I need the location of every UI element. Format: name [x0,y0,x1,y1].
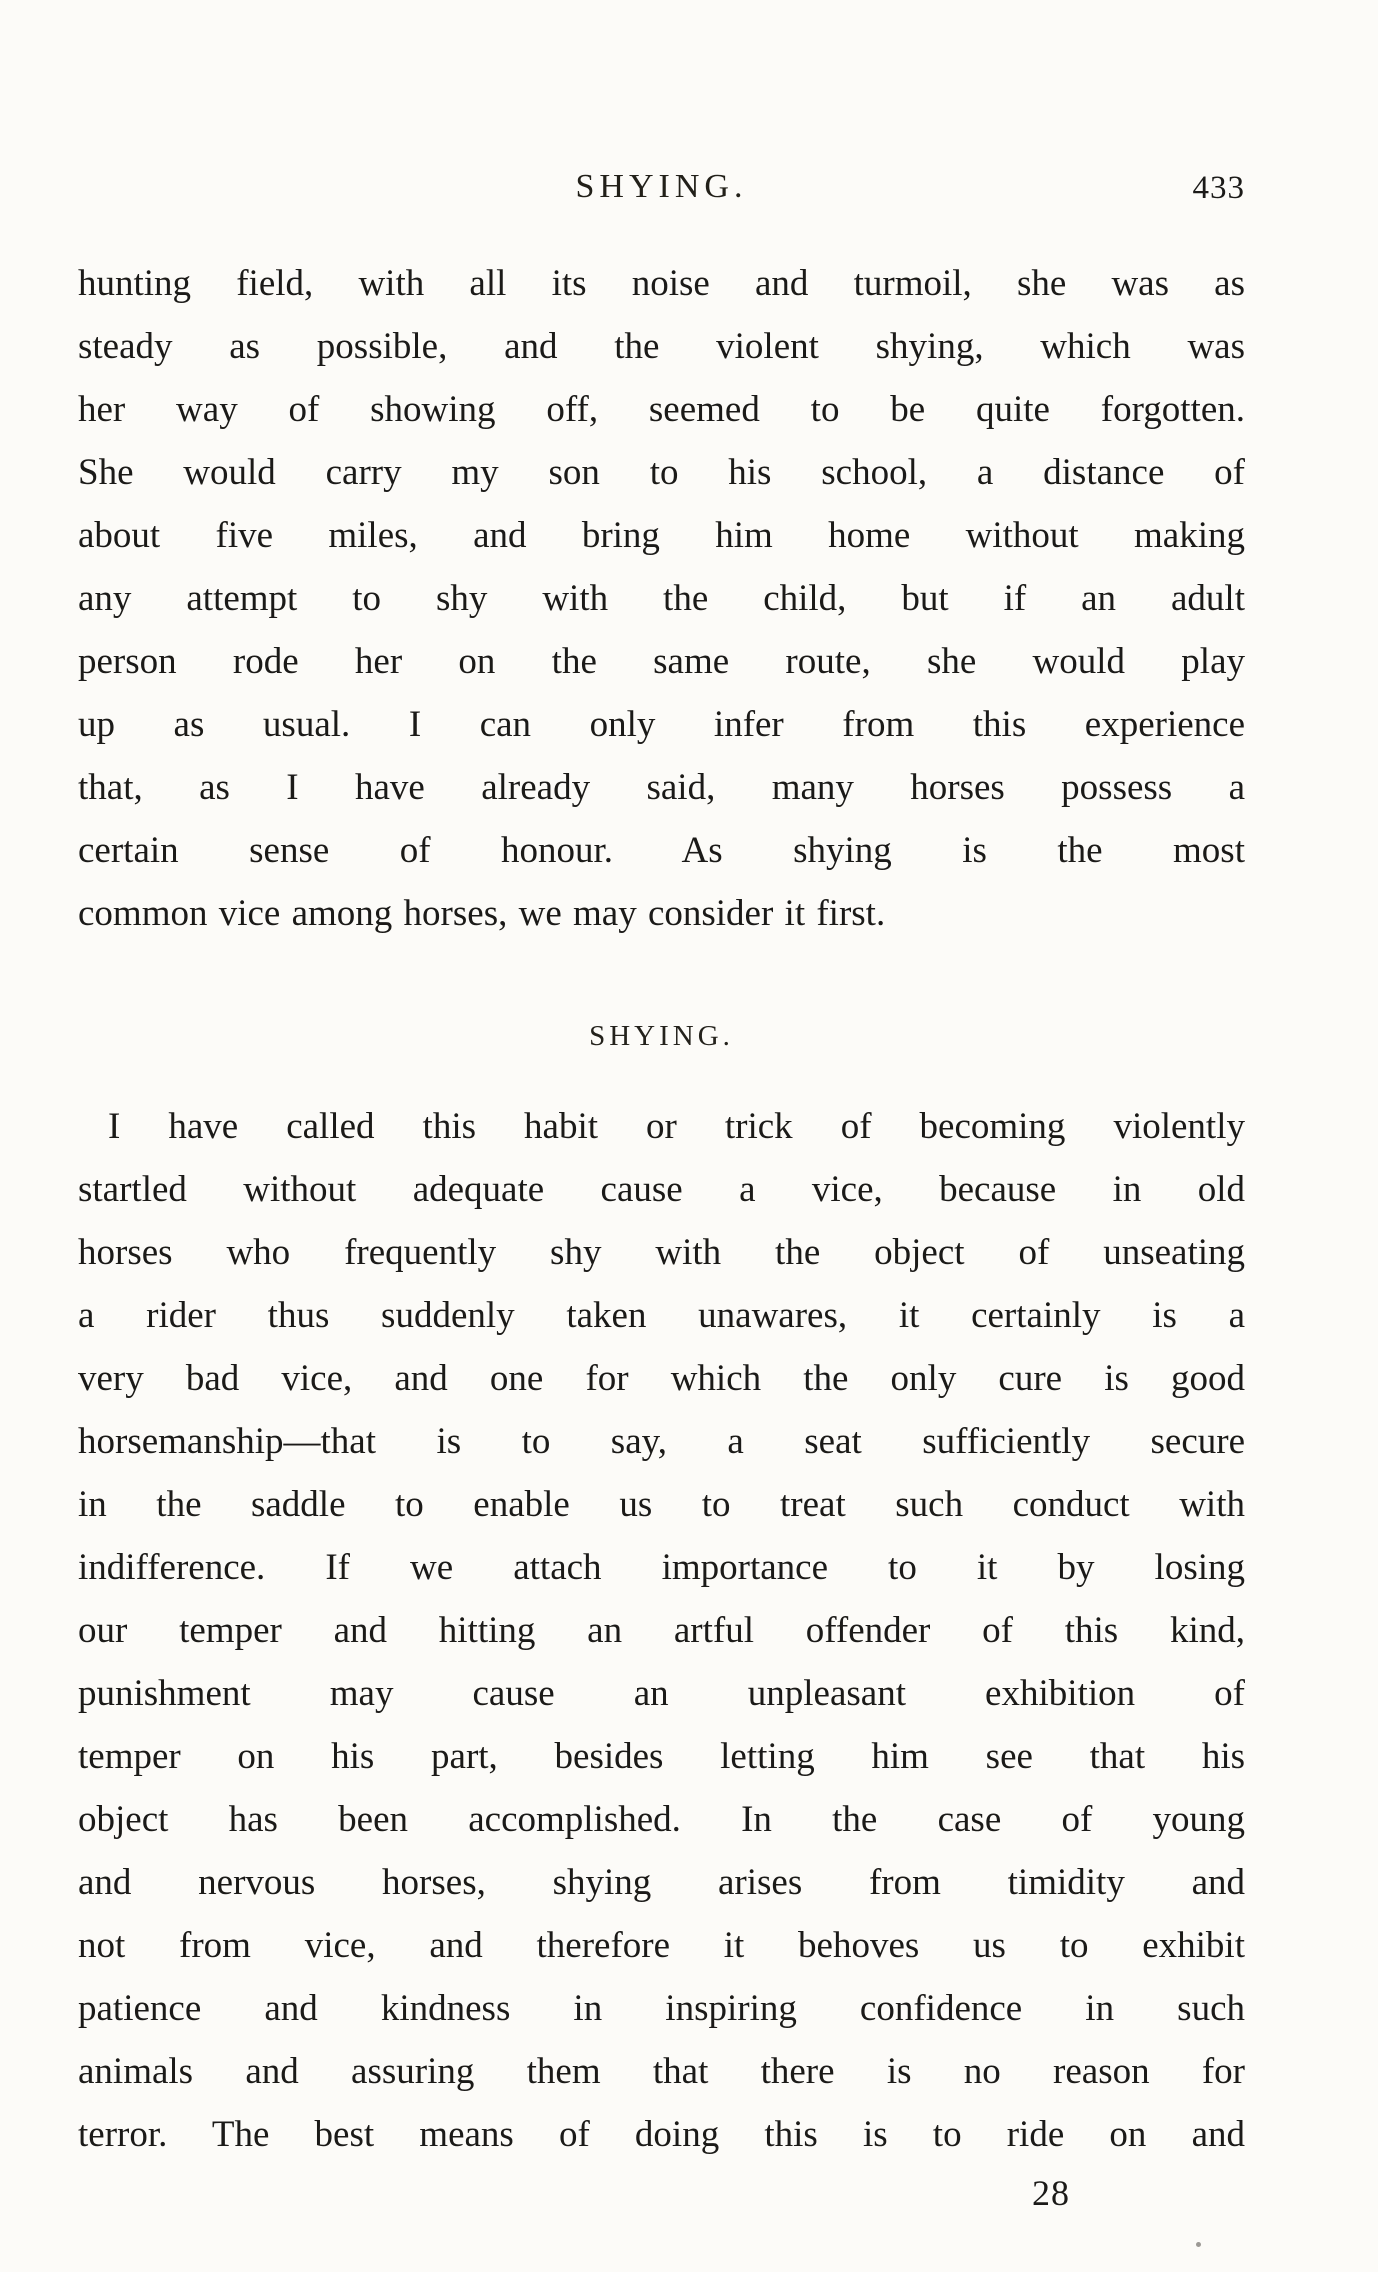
text-line: that, as I have already said, many horses possess a [78,767,1245,808]
text-line: a rider thus suddenly taken unawares, it certainly is a [78,1295,1245,1336]
text-line: steady as possible, and the violent shying, which was [78,326,1245,367]
text-line: and nervous horses, shying arises from timidity and [78,1862,1245,1903]
text-line: hunting field, with all its noise and turmoil, she was as [78,263,1245,304]
text-line: up as usual. I can only infer from this experience [78,704,1245,745]
text-line: animals and assuring them that there is no reason for [78,2051,1245,2092]
page-header [78,168,1245,214]
text-line: punishment may cause an unpleasant exhibition of [78,1673,1245,1714]
text-line: horsemanship—that is to say, a seat sufficiently secure [78,1421,1245,1462]
running-header: SHYING. [575,168,748,205]
text-line: any attempt to shy with the child, but if an adult [78,578,1245,619]
text-line: common vice among horses, we may consider it first. [78,893,886,934]
text-line: indifference. If we attach importance to it by losing [78,1547,1245,1588]
text-line: terror. The best means of doing this is to ride on and [78,2114,1245,2155]
text-line: She would carry my son to his school, a distance of [78,452,1245,493]
text-line: in the saddle to enable us to treat such conduct with [78,1484,1245,1525]
text-line: patience and kindness in inspiring confidence in such [78,1988,1245,2029]
text-line: certain sense of honour. As shying is the most [78,830,1245,871]
text-line: not from vice, and therefore it behoves us to exhibit [78,1925,1245,1966]
text-line: her way of showing off, seemed to be quite forgotten. [78,389,1245,430]
text-line: about five miles, and bring him home without making [78,515,1245,556]
text-line: horses who frequently shy with the object of unseating [78,1232,1245,1273]
section-heading: SHYING. [589,1020,734,1052]
paragraph-continuation [78,252,1245,945]
text-line: very bad vice, and one for which the only cure is good [78,1358,1245,1399]
paragraph-shying [78,1095,1245,2166]
text-line: I have called this habit or trick of becoming violently [108,1106,1245,1147]
text-line: person rode her on the same route, she would play [78,641,1245,682]
text-line: object has been accomplished. In the case of young [78,1799,1245,1840]
page-number: 433 [1192,170,1245,206]
signature-mark: 28 [1032,2173,1070,2213]
text-line: temper on his part, besides letting him see that his [78,1736,1245,1777]
text-line: startled without adequate cause a vice, because in old [78,1169,1245,1210]
page-body [78,252,1245,2242]
scan-speck [1196,2242,1201,2247]
text-line: our temper and hitting an artful offender of this kind, [78,1610,1245,1651]
